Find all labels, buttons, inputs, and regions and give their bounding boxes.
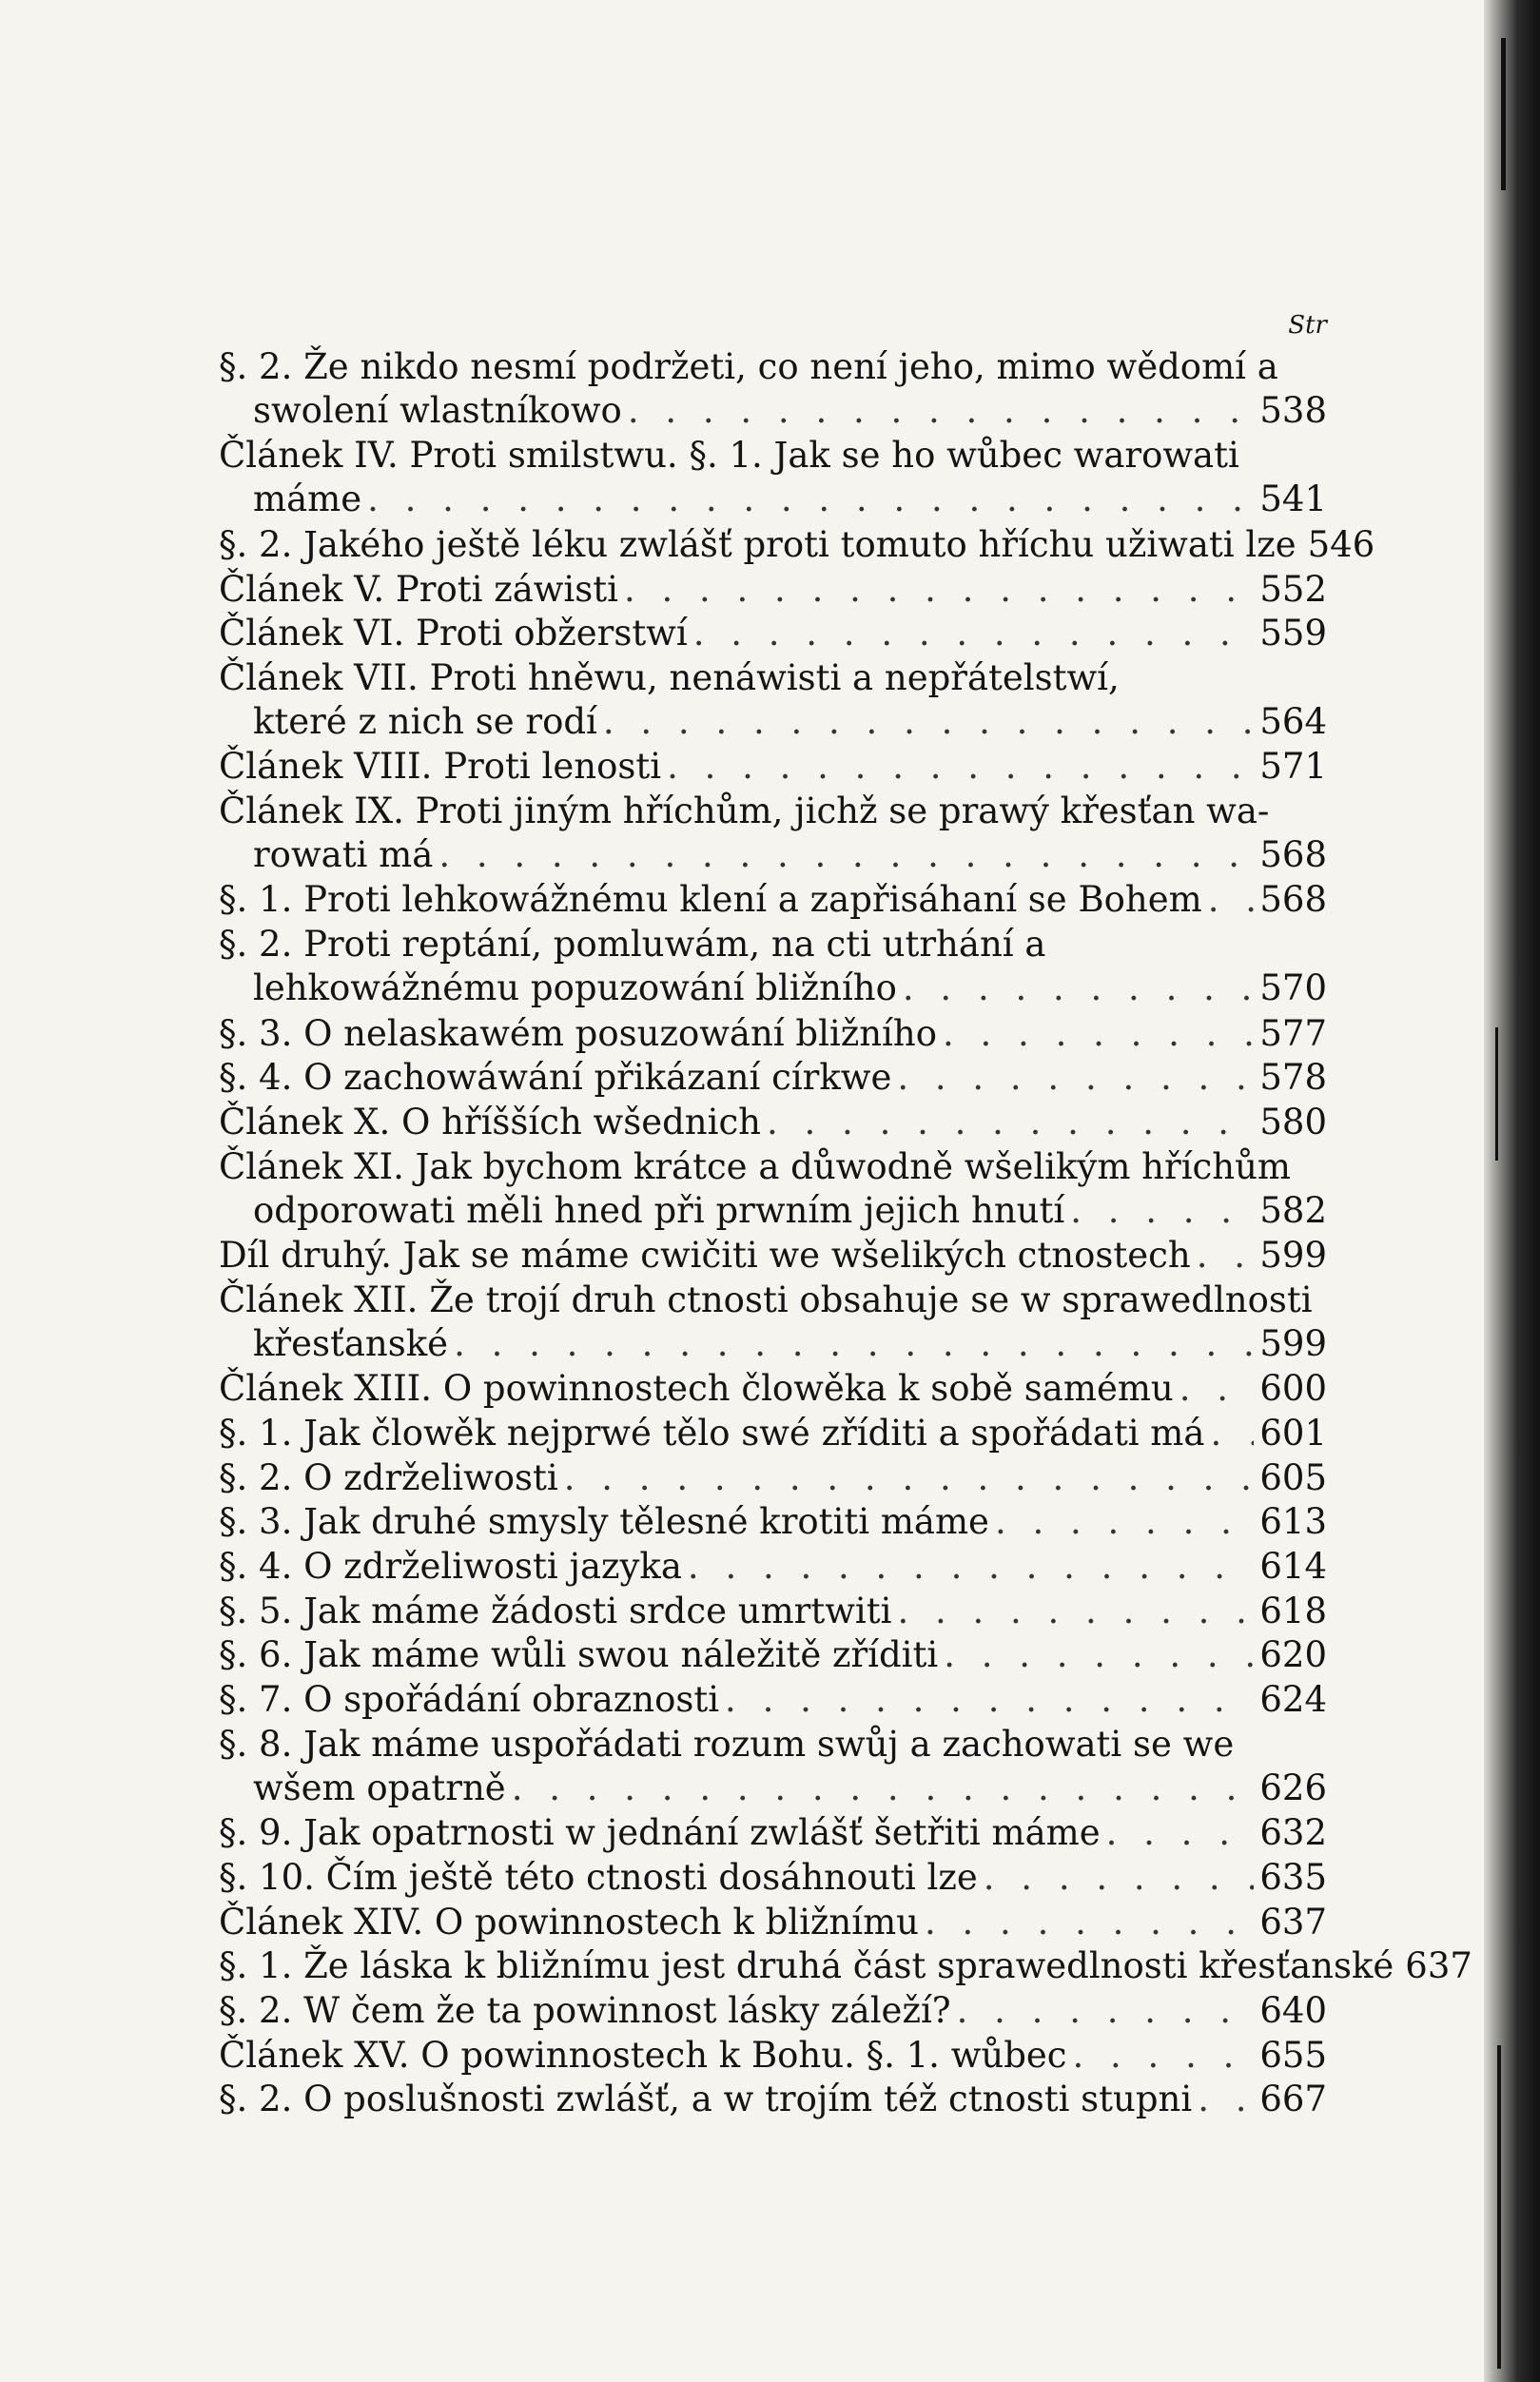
toc-page-number: 580: [1259, 1101, 1327, 1142]
leader-dots: [628, 389, 1255, 433]
toc-entry-text: Článek XIV. O powinnostech k bližnímu: [219, 1901, 920, 1943]
toc-page-number: 552: [1259, 568, 1327, 610]
toc-entry-text: §. 2. Že nikdo nesmí podržeti, co není jeho, mimo wědomí a: [219, 346, 1278, 387]
toc-entry-text: §. 2. W čem že ta powinnost lásky záleží?: [219, 1989, 951, 2031]
toc-entry: [219, 2034, 1327, 2078]
toc-entry: [219, 2078, 1327, 2121]
toc-entry-text: Článek VII. Proti hněwu, nenáwisti a nepřátelstwí,: [219, 656, 1120, 698]
toc-entry: [219, 923, 1327, 1010]
scan-artifact: [1497, 2045, 1501, 2369]
toc-entry: [219, 1500, 1327, 1544]
toc-entry-text: §. 8. Jak máme uspořádati rozum swůj a zachowati se we: [219, 1723, 1235, 1765]
toc-entry: [219, 1944, 1472, 1988]
toc-entry-text: §. 6. Jak máme wůli swou náležitě zříditi: [219, 1634, 939, 1676]
leader-dots: [995, 1500, 1254, 1544]
toc-entry: [219, 1901, 1327, 1944]
toc-page-number: 582: [1259, 1189, 1327, 1231]
toc-entry-text: §. 2. O poslušnosti zwlášť, a w trojím též ctnosti stupni: [219, 2079, 1193, 2120]
leader-dots: [1179, 1367, 1255, 1411]
toc-entry-text: Díl druhý. Jak se máme cwičiti we wšelikých ctnostech: [219, 1235, 1191, 1276]
toc-entry-text: rowati má: [253, 834, 434, 875]
toc-entry: [219, 1989, 1327, 2033]
toc-page-number: 618: [1259, 1590, 1327, 1631]
leader-dots: [512, 1767, 1255, 1810]
toc-page-number: 564: [1259, 700, 1327, 742]
toc-page-number: 538: [1259, 390, 1327, 431]
leader-dots: [897, 1056, 1254, 1100]
toc-entry-text: §. 7. O spořádání obraznosti: [219, 1679, 720, 1720]
toc-entry: [219, 1145, 1327, 1233]
toc-entry-text: §. 4. O zdrželiwosti jazyka: [219, 1545, 682, 1587]
toc-page-number: 655: [1259, 2034, 1327, 2076]
toc-entry: [219, 1723, 1327, 1810]
toc-entry-text: Článek IX. Proti jiným hříchům, jichž se prawý křesťan wa-: [219, 791, 1270, 831]
toc-entry: [219, 1633, 1327, 1677]
leader-dots: [667, 745, 1254, 789]
toc-entry: [219, 1412, 1327, 1455]
toc-entry-text: §. 10. Čím ještě této ctnosti dosáhnouti lze: [219, 1856, 978, 1898]
toc-entry: [219, 1545, 1327, 1589]
toc-entry-text: §. 1. Proti lehkowážnému klení a zapřisáhaní se Bohem: [219, 879, 1202, 921]
leader-dots: [603, 700, 1254, 744]
leader-dots: [693, 612, 1255, 655]
toc-entry-text: Článek XII. Že trojí druh ctnosti obsahuje se w sprawedlnosti: [219, 1279, 1313, 1320]
leader-dots: [1210, 1412, 1254, 1455]
toc-page-number: 640: [1259, 1989, 1327, 2031]
toc-page-number: 601: [1259, 1412, 1327, 1454]
toc-entry-text: §. 2. Jakého ještě léku zwlášť proti tomuto hříchu užiwati lze: [219, 523, 1296, 565]
toc-entry: [219, 878, 1327, 922]
toc-entry-text: §. 2. Proti reptání, pomluwám, na cti utrhání a: [219, 924, 1046, 966]
toc-entry: [219, 1056, 1327, 1100]
leader-dots: [767, 1101, 1254, 1144]
toc-entry-text: §. 5. Jak máme žádosti srdce umrtwiti: [219, 1590, 892, 1631]
leader-dots: [725, 1678, 1254, 1722]
toc-page-number: 637: [1405, 1945, 1472, 1987]
toc-entry: [219, 1811, 1327, 1855]
toc-entry: [219, 1856, 1327, 1900]
toc-entry: [219, 1456, 1327, 1500]
toc-entry: [219, 1234, 1327, 1278]
toc-page-number: 626: [1259, 1767, 1327, 1808]
toc-page-number: 577: [1259, 1012, 1327, 1054]
toc-page-number: 620: [1259, 1634, 1327, 1676]
toc-entry-text: lehkowážnému popuzowání bližního: [253, 967, 897, 1009]
toc-page-number: 613: [1259, 1501, 1327, 1543]
toc-page-number: 632: [1259, 1812, 1327, 1854]
toc-entry: [219, 523, 1375, 567]
scan-artifact: [1495, 1027, 1498, 1161]
toc-page-number: 568: [1259, 834, 1327, 875]
leader-dots: [984, 1856, 1255, 1900]
leader-dots: [367, 478, 1254, 521]
toc-entry-text: §. 1. Jak člowěk nejprwé tělo swé zříditi a spořádati má: [219, 1412, 1205, 1454]
toc-entry-text: §. 2. O zdrželiwosti: [219, 1456, 558, 1498]
toc-page-number: 570: [1259, 967, 1327, 1009]
leader-dots: [944, 1633, 1254, 1677]
toc-entry: [219, 790, 1327, 877]
toc-entry-text: Článek VIII. Proti lenosti: [219, 746, 662, 788]
toc-page-number: 624: [1259, 1679, 1327, 1720]
toc-page-number: 605: [1259, 1456, 1327, 1498]
toc-entry: [219, 1279, 1327, 1366]
toc-entry-text: §. 1. Že láska k bližnímu jest druhá část sprawedlnosti křesťanské: [219, 1945, 1394, 1987]
toc-entry-text: křesťanské: [253, 1322, 449, 1364]
leader-dots: [925, 1901, 1254, 1944]
leader-dots: [688, 1545, 1254, 1589]
toc-entry: [219, 656, 1327, 744]
toc-entry: [219, 612, 1327, 655]
leader-dots: [1197, 1234, 1255, 1278]
toc-page-number: 546: [1307, 523, 1375, 565]
toc-entry-text: které z nich se rodí: [253, 700, 597, 742]
leader-dots: [439, 833, 1254, 877]
toc-entry: [219, 1367, 1327, 1411]
toc-entry-text: §. 4. O zachowáwání přikázaní církwe: [219, 1057, 892, 1099]
toc-entry-text: Článek X. O hříšších wšednich: [219, 1101, 761, 1142]
leader-dots: [943, 1012, 1254, 1056]
toc-entry-text: §. 3. O nelaskawém posuzowání bližního: [219, 1012, 937, 1054]
leader-dots: [1073, 2034, 1255, 2078]
toc-entry: [219, 1012, 1327, 1056]
page-edge-shadow: [1484, 0, 1540, 2382]
page-column-label: Str: [1288, 311, 1327, 340]
toc-page-number: 635: [1259, 1856, 1327, 1898]
scan-artifact: [1501, 38, 1506, 190]
toc-entry: [219, 745, 1327, 789]
toc-page-number: 541: [1259, 478, 1327, 520]
toc-entry: [219, 345, 1327, 433]
toc-entry-text: odporowati měli hned při prwním jejich hnutí: [253, 1189, 1065, 1231]
toc-page-number: 600: [1259, 1368, 1327, 1410]
toc-page-number: 599: [1259, 1322, 1327, 1364]
toc-entry-text: Článek XV. O powinnostech k Bohu. §. 1. wůbec: [219, 2034, 1067, 2076]
leader-dots: [1198, 2078, 1254, 2121]
toc-entry-text: Článek VI. Proti obžerstwí: [219, 613, 688, 654]
toc-entry-text: Článek V. Proti záwisti: [219, 568, 618, 610]
toc-entry-text: Článek XI. Jak bychom krátce a důwodně wšelikým hříchům: [219, 1145, 1292, 1187]
toc-page-number: 637: [1259, 1901, 1327, 1943]
toc-entry: [219, 1590, 1327, 1633]
toc-page-number: 568: [1259, 879, 1327, 921]
leader-dots: [1070, 1189, 1254, 1233]
toc-entry-text: swolení wlastníkowo: [253, 390, 622, 431]
toc-entry-text: §. 9. Jak opatrnosti w jednání zwlášť šetřiti máme: [219, 1812, 1101, 1854]
toc-page-number: 667: [1259, 2079, 1327, 2120]
toc-entry-text: máme: [253, 478, 362, 520]
toc-entry: [219, 434, 1327, 521]
toc-entry: [219, 568, 1327, 612]
toc-entry-text: §. 3. Jak druhé smysly tělesné krotiti máme: [219, 1501, 989, 1543]
toc-entry-text: Článek XIII. O powinnostech člowěka k sobě samému: [219, 1368, 1174, 1410]
toc-entry: [219, 1101, 1327, 1144]
leader-dots: [1106, 1811, 1255, 1855]
toc-page-number: 578: [1259, 1057, 1327, 1099]
leader-dots: [957, 1989, 1255, 2033]
toc-entry: [219, 1678, 1327, 1722]
leader-dots: [1208, 878, 1255, 922]
leader-dots: [897, 1590, 1254, 1633]
toc-page-number: 599: [1259, 1235, 1327, 1276]
leader-dots: [454, 1322, 1254, 1366]
toc-entry-text: wšem opatrně: [253, 1767, 506, 1808]
leader-dots: [564, 1456, 1255, 1500]
leader-dots: [624, 568, 1254, 612]
toc-page-number: 571: [1259, 746, 1327, 788]
toc-entry-text: Článek IV. Proti smilstwu. §. 1. Jak se ho wůbec warowati: [219, 435, 1239, 477]
toc-page-number: 559: [1259, 613, 1327, 654]
toc-page-number: 614: [1259, 1545, 1327, 1587]
leader-dots: [903, 966, 1254, 1010]
